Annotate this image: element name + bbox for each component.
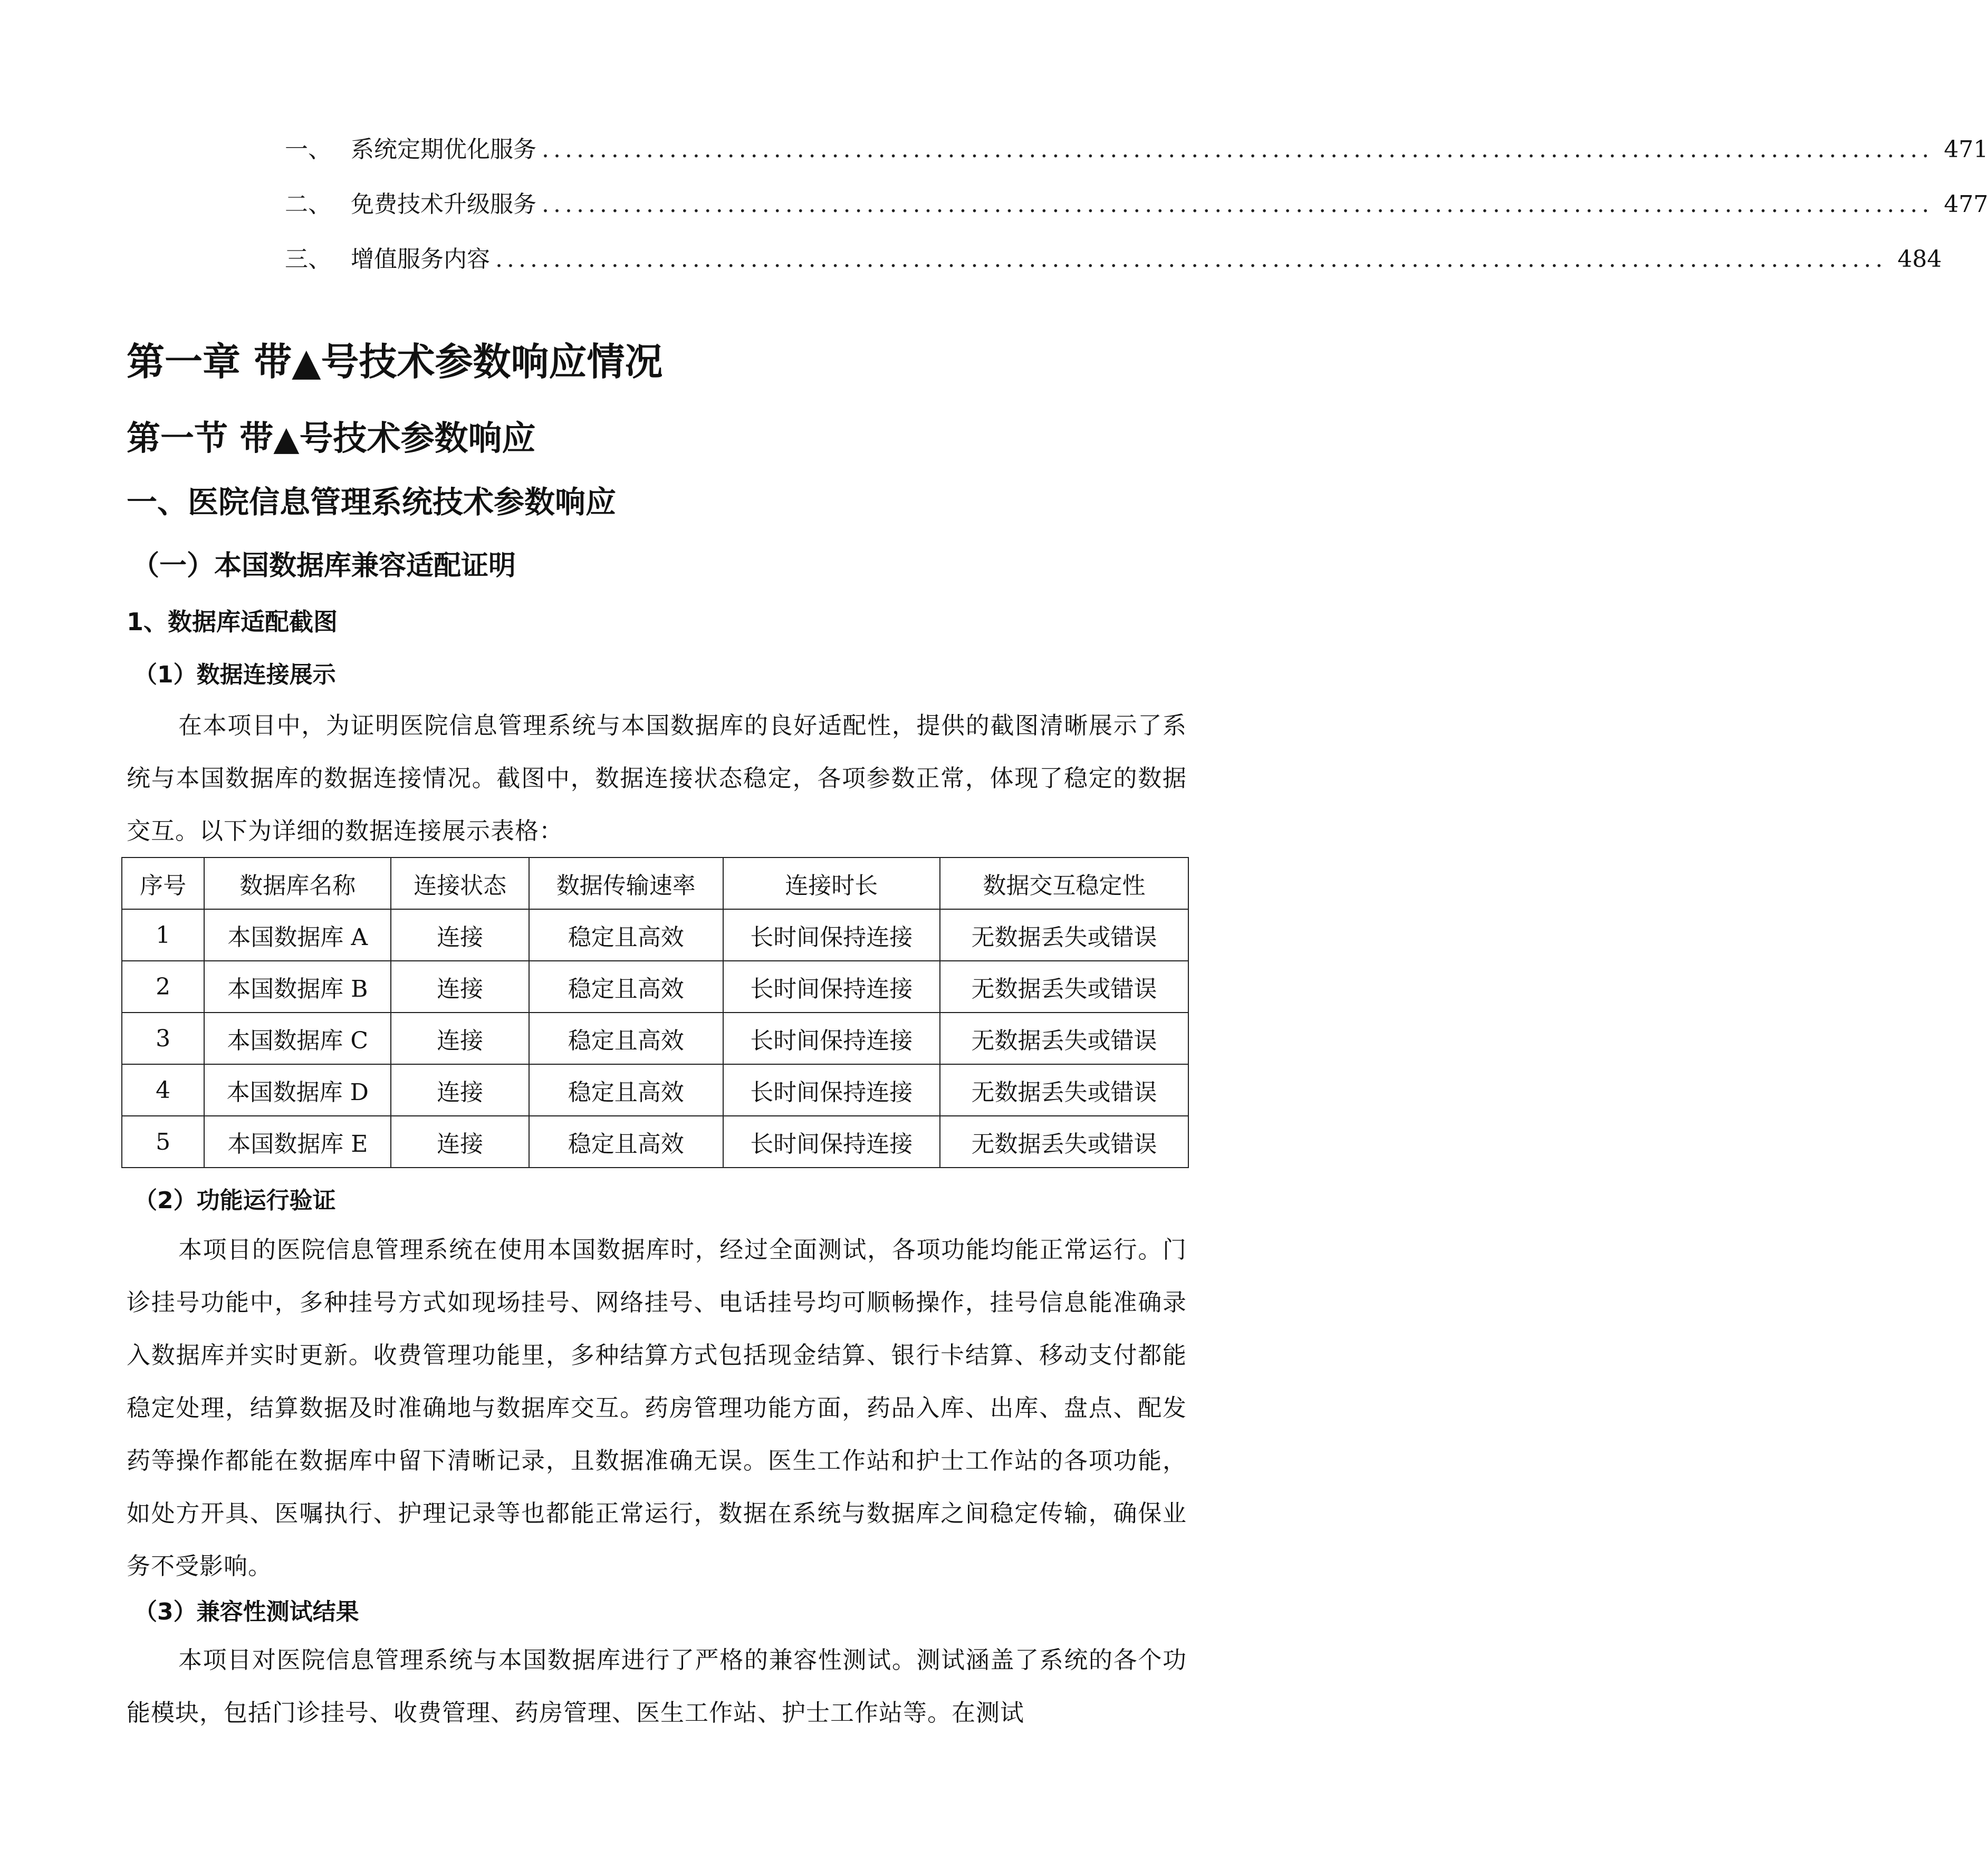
toc-dot-leader: ........................................................................................................................	[542, 191, 1934, 218]
table-cell: 无数据丢失或错误	[940, 961, 1188, 1013]
table-cell: 长时间保持连接	[723, 1116, 940, 1168]
table-cell: 长时间保持连接	[723, 1064, 940, 1116]
sub-heading-function-verification: （2）功能运行验证	[134, 1187, 336, 1214]
table-cell: 本国数据库 B	[204, 961, 391, 1013]
table-row	[122, 1013, 1188, 1064]
table-row	[122, 1116, 1188, 1168]
table-cell: 5	[122, 1116, 204, 1168]
table-cell: 长时间保持连接	[723, 1013, 940, 1064]
table-cell: 无数据丢失或错误	[940, 1064, 1188, 1116]
table-cell: 2	[122, 961, 204, 1013]
table-row	[122, 909, 1188, 961]
table-cell: 无数据丢失或错误	[940, 909, 1188, 961]
toc-entry[interactable]	[285, 177, 1988, 232]
table-cell: 长时间保持连接	[723, 909, 940, 961]
table-cell: 连接	[391, 1116, 529, 1168]
toc-entry-number: 三、	[285, 246, 331, 273]
column-header: 数据库名称	[204, 857, 391, 909]
table-cell: 本国数据库 E	[204, 1116, 391, 1168]
toc-entry-number: 二、	[285, 191, 331, 218]
table-cell: 无数据丢失或错误	[940, 1116, 1188, 1168]
toc-entry-page: 484	[1897, 246, 1942, 273]
section-heading: 第一节 带▲号技术参数响应	[127, 419, 536, 458]
table-cell: 本国数据库 C	[204, 1013, 391, 1064]
table-cell: 长时间保持连接	[723, 961, 940, 1013]
table-cell: 本国数据库 A	[204, 909, 391, 961]
toc-dot-leader: ........................................................................................................................	[495, 246, 1887, 273]
table-cell: 连接	[391, 1013, 529, 1064]
column-header: 数据传输速率	[529, 857, 723, 909]
column-header: 数据交互稳定性	[940, 857, 1188, 909]
chapter-heading: 第一章 带▲号技术参数响应情况	[127, 340, 663, 384]
table-cell: 连接	[391, 1064, 529, 1116]
sub-heading-compatibility-test: （3）兼容性测试结果	[134, 1598, 359, 1625]
table-cell: 稳定且高效	[529, 909, 723, 961]
table-row	[122, 1064, 1188, 1116]
table-cell: 连接	[391, 961, 529, 1013]
toc-entry[interactable]	[285, 232, 1942, 287]
table-cell: 1	[122, 909, 204, 961]
item-heading: （一）本国数据库兼容适配证明	[132, 550, 516, 582]
paragraph-compatibility-test: 本项目对医院信息管理系统与本国数据库进行了严格的兼容性测试。测试涵盖了系统的各个功能模块，包括门诊挂号、收费管理、药房管理、医生工作站、护士工作站等。在测试	[127, 1646, 1187, 1727]
data-connection-table	[121, 857, 1189, 1168]
toc-entry-title: 免费技术升级服务	[351, 191, 536, 218]
table-cell: 本国数据库 D	[204, 1064, 391, 1116]
toc-entry-page: 477	[1944, 191, 1988, 218]
toc-entry-page: 471	[1944, 136, 1988, 163]
toc-entry-title: 增值服务内容	[351, 246, 490, 273]
table-cell: 无数据丢失或错误	[940, 1013, 1188, 1064]
table-cell: 稳定且高效	[529, 1064, 723, 1116]
table-cell: 4	[122, 1064, 204, 1116]
paragraph-function-verification: 本项目的医院信息管理系统在使用本国数据库时，经过全面测试，各项功能均能正常运行。门诊挂号功能中，多种挂号方式如现场挂号、网络挂号、电话挂号均可顺畅操作，挂号信息能准确录入数据库并实时更新。收费管理功能里，多种结算方式包括现金结算、银行卡结算、移动支付都能稳定处理，结算数据及时准确地与数据库交互。药房管理功能方面，药品入库、出库、盘点、配发药等操作都能在数据库中留下清晰记录，且数据准确无误。医生工作站和护士工作站的各项功能，如处方开具、医嘱执行、护理记录等也都能正常运行，数据在系统与数据库之间稳定传输，确保业务不受影响。	[127, 1236, 1187, 1580]
toc-entry-number: 一、	[285, 136, 331, 163]
toc-entry[interactable]	[285, 122, 1988, 177]
column-header: 连接时长	[723, 857, 940, 909]
toc-dot-leader: ........................................................................................................................	[542, 136, 1934, 163]
table-header-row	[122, 857, 1188, 909]
column-header: 连接状态	[391, 857, 529, 909]
column-header: 序号	[122, 857, 204, 909]
table-of-contents	[285, 122, 1988, 287]
table-cell: 稳定且高效	[529, 961, 723, 1013]
table-cell: 连接	[391, 909, 529, 961]
table-cell: 稳定且高效	[529, 1013, 723, 1064]
subsection-heading: 一、医院信息管理系统技术参数响应	[127, 484, 617, 520]
sub-heading-data-connection: （1）数据连接展示	[134, 661, 336, 688]
point-heading: 1、数据库适配截图	[127, 608, 338, 636]
table-row	[122, 961, 1188, 1013]
table-cell: 3	[122, 1013, 204, 1064]
table-cell: 稳定且高效	[529, 1116, 723, 1168]
paragraph-data-connection: 在本项目中，为证明医院信息管理系统与本国数据库的良好适配性，提供的截图清晰展示了系统与本国数据库的数据连接情况。截图中，数据连接状态稳定，各项参数正常，体现了稳定的数据交互。以下为详细的数据连接展示表格：	[127, 711, 1187, 845]
toc-entry-title: 系统定期优化服务	[351, 136, 536, 163]
